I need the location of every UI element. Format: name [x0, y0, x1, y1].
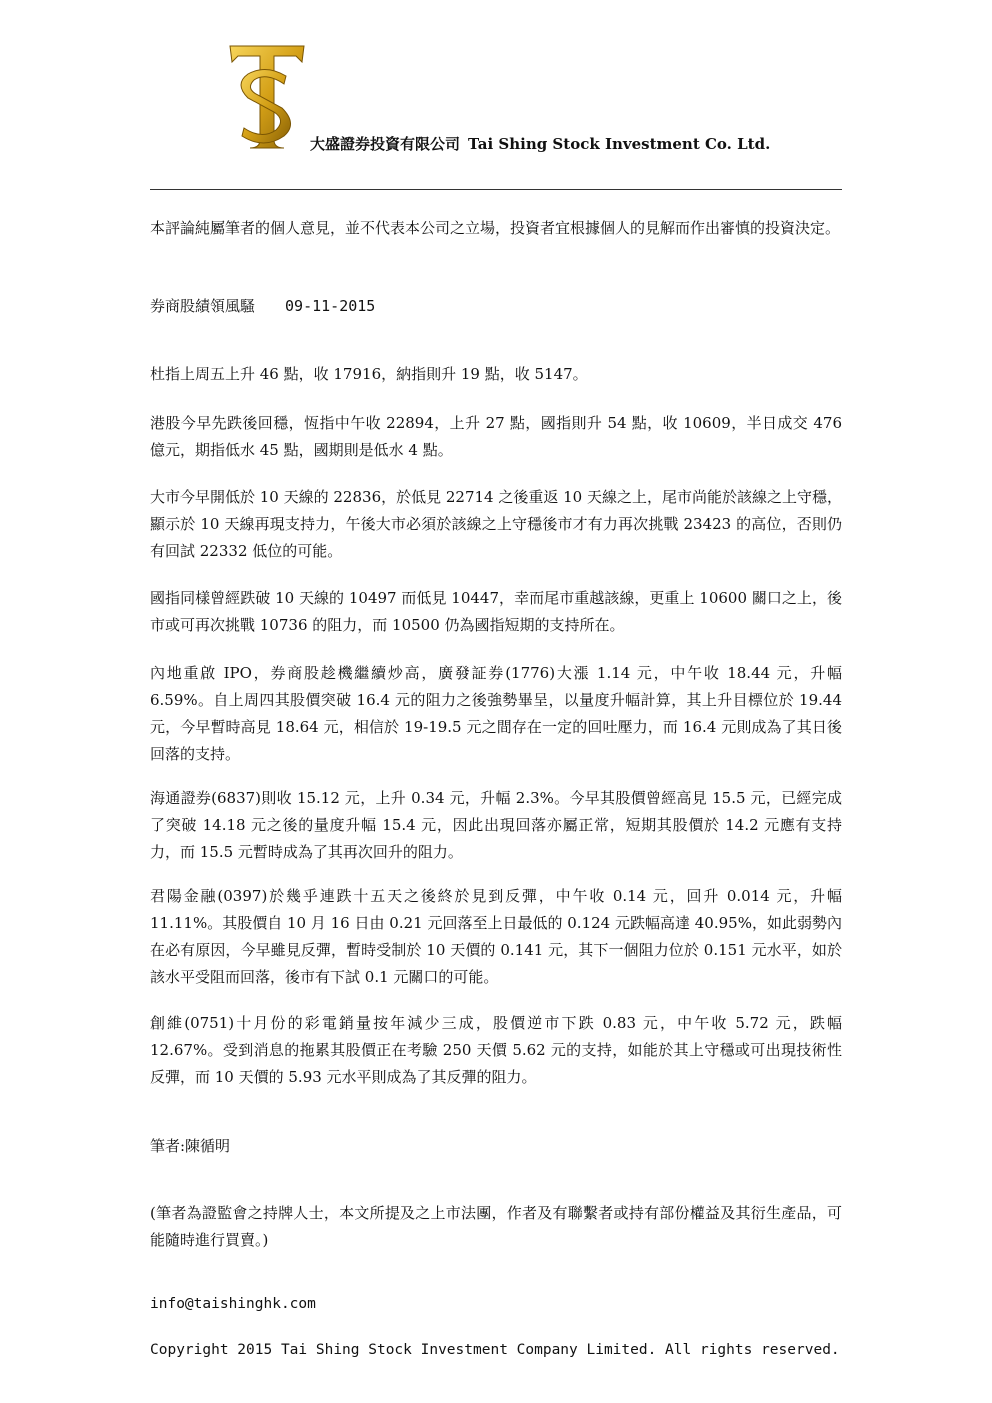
paragraph-6: 海通證券(6837)則收 15.12 元，上升 0.34 元，升幅 2.3%。今早其股價曾經高見 15.5 元，已經完成了突破 14.18 元之後的量度升幅 15.4 元，因此出現回落亦屬正常，短期其股價於 14.2 元應有支持力，而 15.5 元暫時成為了其再次回升的阻力。 — [150, 789, 842, 861]
author-line: 筆者:陳循明 — [150, 1137, 231, 1155]
company-name-en: Tai Shing Stock Investment Co. Ltd. — [468, 135, 771, 153]
company-logo — [226, 42, 308, 154]
article-heading — [150, 293, 842, 320]
paragraph-4: 國指同樣曾經跌破 10 天線的 10497 而低見 10447，幸而尾市重越該線，更重上 10600 關口之上，後市或可再次挑戰 10736 的阻力，而 10500 仍為國指短期的支持所在。 — [150, 589, 842, 634]
author-note: (筆者為證監會之持牌人士，本文所提及之上市法團，作者及有聯繫者或持有部份權益及其衍生產品，可能隨時進行買賣。) — [150, 1204, 842, 1249]
paragraph-5: 內地重啟 IPO，券商股趁機繼續炒高，廣發証券(1776)大漲 1.14 元，中午收 18.44 元，升幅 6.59%。自上周四其股價突破 16.4 元的阻力之後強勢畢呈，以量度升幅計算，其上升目標位於 19.44 元，今早暫時高見 18.64 元，相信於 19-19.5 元之間存在一定的回吐壓力，而 16.4 元則成為了其日後回落的支持。 — [150, 664, 842, 763]
copyright-notice: Copyright 2015 Tai Shing Stock Investment Company Limited. All rights reserved. — [150, 1342, 840, 1358]
paragraph-8: 創維(0751)十月份的彩電銷量按年減少三成，股價逆市下跌 0.83 元，中午收 5.72 元，跌幅 12.67%。受到消息的拖累其股價正在考驗 250 天價 5.62 元的支持，如能於其上守穩或可出現技術性反彈，而 10 天價的 5.93 元水平則成為了其反彈的阻力。 — [150, 1014, 842, 1086]
paragraph-2: 港股今早先跌後回穩，恆指中午收 22894，上升 27 點，國指則升 54 點，收 10609，半日成交 476 億元，期指低水 45 點，國期則是低水 4 點。 — [150, 414, 842, 459]
header-divider — [150, 189, 842, 190]
paragraph-7: 君陽金融(0397)於幾乎連跌十五天之後終於見到反彈，中午收 0.14 元，回升 0.014 元，升幅 11.11%。其股價自 10 月 16 日由 0.21 元回落至上日最低的 0.124 元跌幅高達 40.95%，如此弱勢內在必有原因，今早雖見反彈，暫時受制於 10 天價的 0.141 元，其下一個阻力位於 0.151 元水平，如於該水平受阻而回落，後市有下試 0.1 元關口的可能。 — [150, 887, 842, 986]
company-name — [310, 133, 770, 154]
article-title: 券商股績領風騷 — [150, 297, 256, 315]
contact-email[interactable]: info@taishinghk.com — [150, 1296, 316, 1312]
paragraph-1: 杜指上周五上升 46 點，收 17916，納指則升 19 點，收 5147。 — [150, 365, 588, 383]
paragraph-3: 大市今早開低於 10 天線的 22836，於低見 22714 之後重返 10 天線之上，尾市尚能於該線之上守穩，顯示於 10 天線再現支持力，午後大市必須於該線之上守穩後市才有力再次挑戰 23423 的高位，否則仍有回試 22332 低位的可能。 — [150, 488, 842, 560]
disclaimer: 本評論純屬筆者的個人意見，並不代表本公司之立場，投資者宜根據個人的見解而作出審慎的投資決定。 — [150, 219, 841, 237]
ts-logo-icon — [226, 42, 308, 154]
company-name-zh: 大盛證券投資有限公司 — [310, 135, 461, 153]
article-date: 09-11-2015 — [285, 297, 376, 315]
